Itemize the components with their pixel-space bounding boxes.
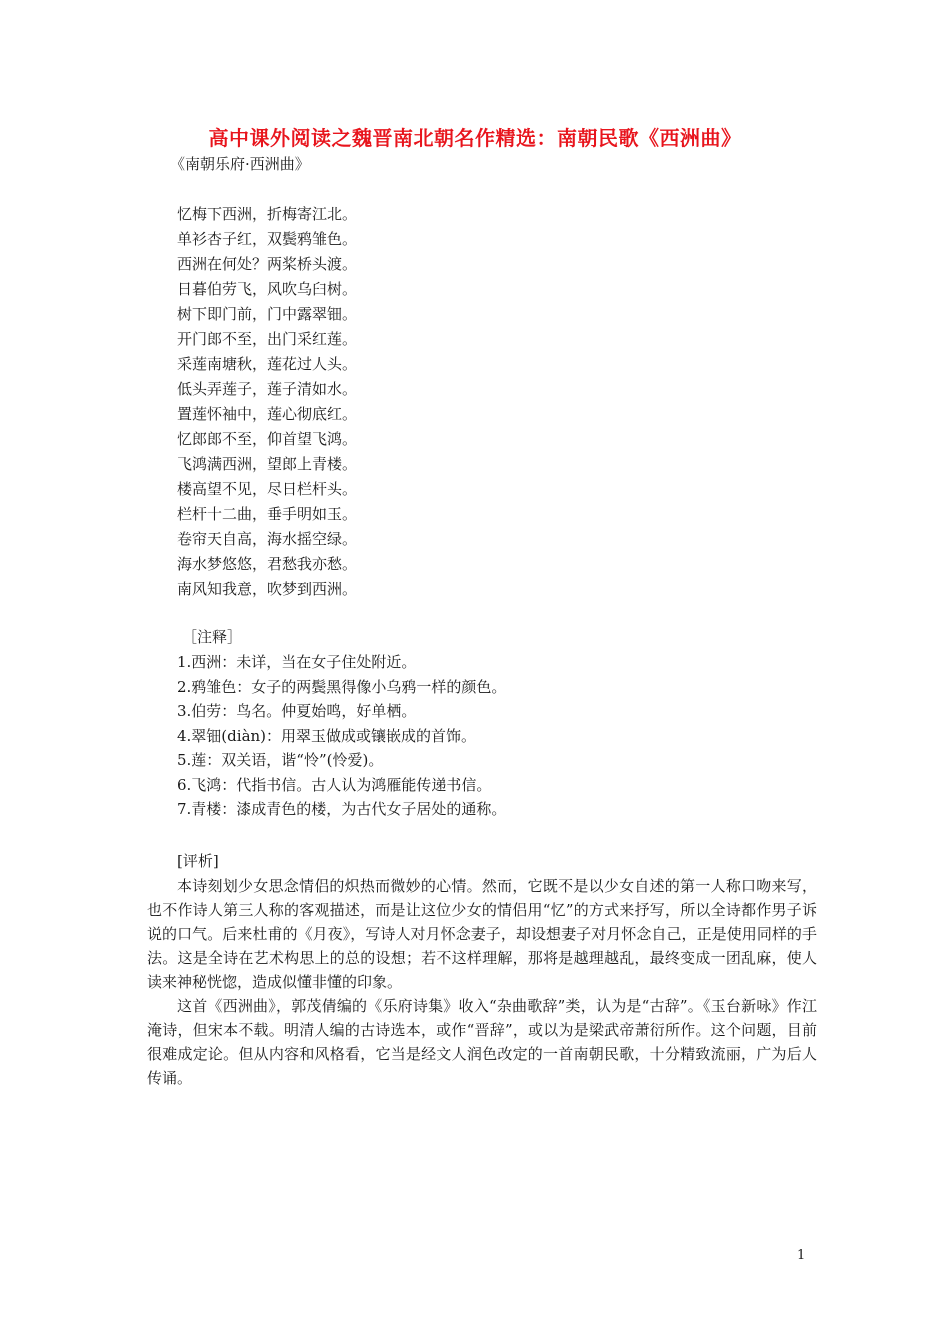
poem-line: 忆梅下西洲，折梅寄江北。 [177, 205, 358, 223]
poem-line: 栏杆十二曲，垂手明如玉。 [177, 505, 358, 523]
poem-line: 海水梦悠悠，君愁我亦愁。 [177, 555, 358, 573]
poem-line: 采莲南塘秋，莲花过人头。 [177, 355, 358, 373]
poem-line: 西洲在何处？两桨桥头渡。 [177, 255, 358, 273]
note-item: 1.西洲：未详，当在女子住处附近。 [177, 653, 417, 671]
note-item: 5.莲：双关语，谐“怜”(怜爱)。 [177, 751, 384, 769]
notes-heading: ［注释］ [182, 628, 243, 646]
poem-line: 置莲怀袖中，莲心彻底红。 [177, 405, 358, 423]
poem-line: 单衫杏子红，双鬓鸦雏色。 [177, 230, 358, 248]
poem-line: 飞鸿满西洲，望郎上青楼。 [177, 455, 358, 473]
note-item: 3.伯劳：鸟名。仲夏始鸣，好单栖。 [177, 702, 417, 720]
analysis-paragraph: 这首《西洲曲》，郭茂倩编的《乐府诗集》收入“杂曲歌辞”类，认为是“古辞”。《玉台新咏》作江淹诗，但宋本不载。明清人编的古诗选本，或作“晋辞”，或以为是梁武帝萧衍所作。这个问题，目前很难成定论。但从内容和风格看，它当是经文人润色改定的一首南朝民歌，十分精致流丽，广为后人传诵。 [147, 997, 817, 1087]
analysis-heading: [评析] [177, 852, 219, 870]
note-item: 2.鸦雏色：女子的两鬓黑得像小乌鸦一样的颜色。 [177, 677, 507, 696]
poem-source: 《南朝乐府·西洲曲》 [170, 155, 310, 173]
poem-line: 开门郎不至，出门采红莲。 [177, 330, 358, 348]
poem-line: 树下即门前，门中露翠钿。 [177, 305, 358, 323]
poem-line: 南风知我意，吹梦到西洲。 [177, 580, 358, 598]
page-number: 1 [797, 1248, 806, 1263]
note-item: 4.翠钿(diàn)：用翠玉做成或镶嵌成的首饰。 [177, 726, 477, 745]
analysis-paragraph: 本诗刻划少女思念情侣的炽热而微妙的心情。然而，它既不是以少女自述的第一人称口吻来写，也不作诗人第三人称的客观描述，而是让这位少女的情侣用“忆”的方式来抒写，所以全诗都作男子诉说的口气。后来杜甫的《月夜》，写诗人对月怀念妻子，却设想妻子对月怀念自己，正是使用同样的手法。这是全诗在艺术构思上的总的设想；若不这样理解，那将是越理越乱，最终变成一团乱麻，使人读来神秘恍惚，造成似懂非懂的印象。 [147, 877, 817, 991]
notes-list [177, 650, 506, 822]
poem-line: 低头弄莲子，莲子清如水。 [177, 380, 358, 398]
poem-line: 卷帘天自高，海水摇空绿。 [177, 530, 358, 548]
poem-line: 忆郎郎不至，仰首望飞鸿。 [177, 430, 358, 448]
note-item: 6.飞鸿：代指书信。古人认为鸿雁能传递书信。 [177, 775, 492, 794]
page-title: 高中课外阅读之魏晋南北朝名作精选：南朝民歌《西洲曲》 [208, 126, 742, 150]
analysis-body [147, 874, 817, 1090]
poem-line: 楼高望不见，尽日栏杆头。 [177, 480, 358, 498]
note-item: 7.青楼：漆成青色的楼，为古代女子居处的通称。 [177, 800, 507, 818]
poem-line: 日暮伯劳飞，风吹乌臼树。 [177, 280, 358, 298]
poem-body [177, 202, 357, 602]
